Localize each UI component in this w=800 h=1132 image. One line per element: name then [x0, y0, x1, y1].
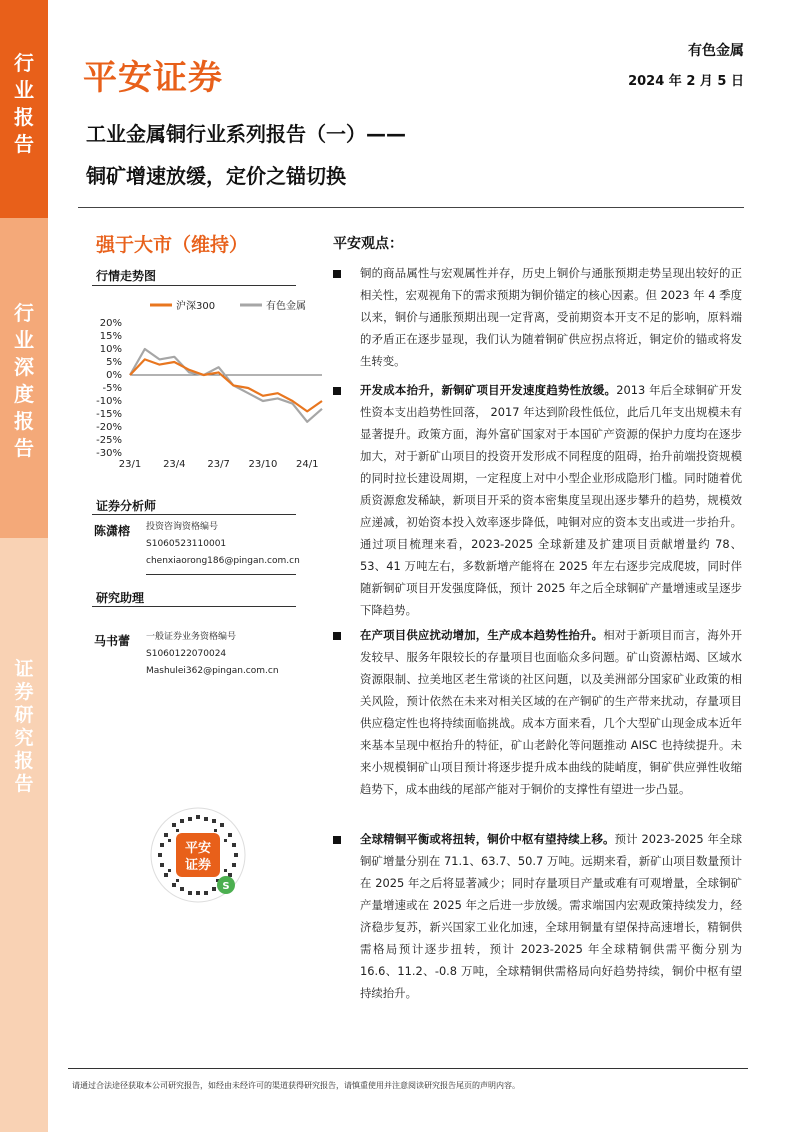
- assistant-info: [146, 629, 279, 680]
- divider: [146, 574, 296, 575]
- view-paragraph-3: [360, 624, 742, 800]
- footer-divider: [68, 1068, 748, 1069]
- view-heading: 平安观点：: [333, 236, 403, 252]
- bullet-icon: [333, 836, 341, 844]
- sidebar-research-report: [0, 538, 48, 1132]
- report-title: 工业金属铜行业系列报告（一）——: [86, 122, 406, 146]
- report-subtitle: 铜矿增速放缓，定价之锚切换: [86, 164, 346, 188]
- y-tick-label: -5%: [102, 383, 122, 394]
- svg-text:S: S: [222, 881, 230, 892]
- qr-code-icon: [150, 807, 246, 903]
- bullet-icon: [333, 270, 341, 278]
- y-tick-label: -15%: [96, 409, 122, 420]
- assistant-name: 马书蕾: [94, 634, 131, 648]
- divider: [92, 606, 296, 607]
- legend-label: 有色金属: [266, 301, 306, 312]
- x-tick-label: 23/10: [248, 459, 278, 470]
- y-tick-label: 0%: [106, 370, 122, 381]
- analyst-section-title: 证券分析师: [96, 499, 157, 513]
- svg-text:证券: 证券: [184, 858, 212, 873]
- sidebar-label: 行业报告: [14, 51, 34, 156]
- view-paragraph-4: [360, 828, 742, 1004]
- sidebar: [0, 0, 48, 1132]
- y-tick-label: -25%: [96, 435, 122, 446]
- paragraph-text: 相对于新项目而言，海外开发较早、服务年限较长的存量项目也面临众多问题。矿山资源枯竭、区域水资源限制、拉美地区老生常谈的社区问题，以及美洲部分国家矿业政策的相关风险，预计依然在未来对相关区域的在产铜矿的生产带来扰动，存量项目供应稳定性也将持续面临挑战。成本方面来看，几个大型矿山现金成本近年来基本呈现中枢抬升的特征，矿山老龄化等问题推动 AISC 也持续提升。未来小规模铜矿山项目预计将逐步提升成本曲线的陡峭度，铜矿供应弹性收缩趋势下，成本曲线的尾部产能对于铜价的支撑性有望进一步凸显。: [360, 628, 742, 796]
- y-tick-label: 10%: [99, 344, 122, 355]
- paragraph-text: 铜的商品属性与宏观属性并存，历史上铜价与通胀预期走势呈现出较好的正相关性，宏观视角下的需求预期为铜价锚定的核心因素。但 2023 年 4 季度以来，铜价与通胀预期出现一定背离，受前期资本开支不足的影响，原料端的矛盾正在逐步显现，我们认为随着铜矿供应拐点将近，铜定价的锚或将发生转变。: [360, 266, 742, 368]
- assistant-cert-label: 一般证券业务资格编号: [146, 632, 237, 642]
- series-line-nonferrous: [130, 349, 322, 422]
- view-paragraph-1: [360, 262, 742, 372]
- sidebar-industry-deep-report: [0, 218, 48, 538]
- view-paragraph-2: [360, 379, 742, 621]
- paragraph-text: 2013 年后全球铜矿开发性资本支出趋势性回落， 2017 年达到阶段性低位，此后几年支出规模未有显著提升。政策方面，海外富矿国家对于本国矿产资源的保护力度均在逐步加大，对于新矿山项目的投资开发形成不同程度的阻碍，抬升前端投资规模的同时拉长建设周期，一定程度上对中小型企业形成隐形门槛。同时随着优质资源愈发稀缺，新项目开采的资本密集度呈现出逐步攀升的趋势，规模效应递减，初始资本投入效率逐步降低，吨铜对应的资本支出或进一步抬升。通过项目梳理来看，2023-2025 全球新建及扩建项目贡献增量约 78、53、41 万吨左右，多数新增产能将在 2025 年左右逐步完成爬坡，同时伴随新铜矿项目开发强度降低，预计 2025 年之后全球铜矿产量增速或呈逐步下降趋势。: [360, 383, 742, 617]
- x-tick-label: 23/1: [118, 459, 142, 470]
- divider: [92, 514, 296, 515]
- divider: [92, 285, 296, 286]
- analyst-email: chenxiaorong186@pingan.com.cn: [146, 556, 300, 566]
- x-tick-label: 23/7: [207, 459, 230, 470]
- y-tick-label: -20%: [96, 422, 122, 433]
- report-date: 2024 年 2 月 5 日: [628, 74, 744, 89]
- chart-title: 行情走势图: [96, 269, 157, 283]
- divider: [78, 207, 744, 208]
- analyst-info: [146, 519, 300, 570]
- assistant-section-title: 研究助理: [96, 591, 145, 605]
- x-tick-label: 24/1: [295, 459, 319, 470]
- sidebar-label: 行业深度报告: [14, 301, 34, 460]
- assistant-cert-number: S1060122070024: [146, 649, 227, 659]
- assistant-email: Mashulei362@pingan.com.cn: [146, 666, 279, 676]
- bullet-icon: [333, 632, 341, 640]
- y-tick-label: -30%: [96, 448, 122, 459]
- analyst-cert-label: 投资咨询资格编号: [146, 522, 219, 532]
- paragraph-bold: 全球精铜平衡或将扭转，铜价中枢有望持续上移。: [360, 832, 615, 846]
- company-logo: 平安证券: [83, 58, 223, 98]
- paragraph-bold: 开发成本抬升，新铜矿项目开发速度趋势性放缓。: [360, 383, 617, 397]
- y-tick-label: 5%: [106, 357, 122, 368]
- svg-text:平安: 平安: [184, 841, 212, 856]
- sidebar-industry-report: [0, 0, 48, 218]
- legend-label: 沪深300: [176, 301, 216, 312]
- bullet-icon: [333, 387, 341, 395]
- rating: 强于大市（维持）: [96, 234, 249, 256]
- paragraph-text: 预计 2023-2025 年全球铜矿增量分别在 71.1、63.7、50.7 万吨。远期来看，新矿山项目数量预计在 2025 年之后将显著减少；同时存量项目产量或难有可观增量，全球铜矿产量增速或在 2025 年之后进一步放缓。需求端国内宏观政策持续发力，经济稳步复苏，新兴国家工业化加速，全球用铜量有望保持高速增长，精铜供需格局预计逐步扭转，预计 2023-2025 年全球精铜供需平衡分别为 16.6、11.2、-0.8 万吨，全球精铜供需格局向好趋势持续，铜价中枢有望持续抬升。: [360, 832, 742, 1000]
- y-tick-label: 20%: [99, 318, 122, 329]
- market-trend-chart: [90, 293, 330, 483]
- sidebar-label: 证券研究报告: [14, 658, 34, 795]
- analyst-name: 陈潇榕: [94, 524, 131, 538]
- paragraph-bold: 在产项目供应扰动增加，生产成本趋势性抬升。: [360, 628, 604, 642]
- analyst-cert-number: S1060523110001: [146, 539, 227, 549]
- y-tick-label: 15%: [99, 331, 122, 342]
- y-tick-label: -10%: [96, 396, 122, 407]
- footer-disclaimer: 请通过合法途径获取本公司研究报告，如经由未经许可的渠道获得研究报告，请慎重使用并注意阅读研究报告尾页的声明内容。: [72, 1081, 520, 1090]
- x-tick-label: 23/4: [163, 459, 186, 470]
- industry-label: 有色金属: [688, 43, 744, 59]
